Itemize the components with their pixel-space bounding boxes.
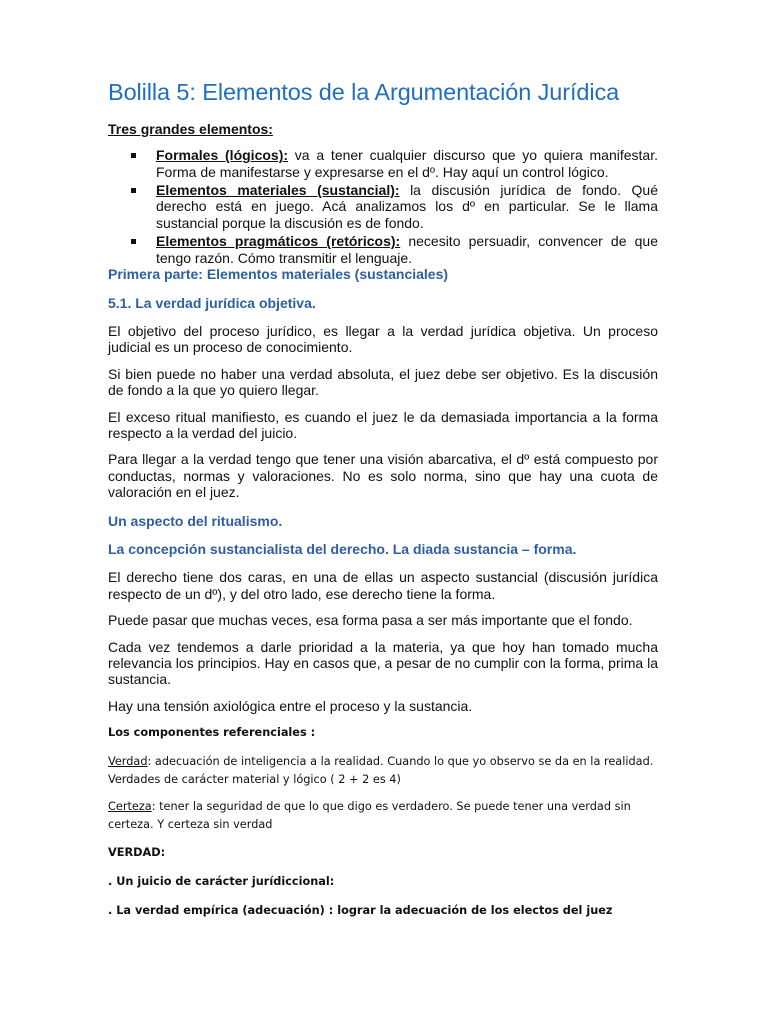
paragraph: Para llegar a la verdad tengo que tener una visión abarcativa, el dº está compuesto por conductas, normas y valoraciones. No es solo norma, sino que hay una cuota de valoración en el juez.: [108, 451, 658, 501]
definition-verdad: [108, 753, 658, 789]
paragraph: Si bien puede no haber una verdad absoluta, el juez debe ser objetivo. Es la discusión de fondo a la que yo quiero llegar.: [108, 365, 658, 399]
document-page: [108, 80, 658, 920]
section-heading: Un aspecto del ritualismo.: [108, 512, 283, 529]
section-heading: Primera parte: Elementos materiales (sustanciales): [108, 266, 449, 283]
bullet-term: Formales (lógicos):: [156, 147, 289, 164]
verdad-item: . Un juicio de carácter jurídiccional:: [108, 875, 335, 889]
definition-text: : adecuación de inteligencia a la realidad. Cuando lo que yo observo se da en la realidad. Verdades de carácter material y lógico ( 2 + 2 es 4): [108, 755, 654, 787]
bullet-term: Elementos pragmáticos (retóricos):: [156, 233, 401, 250]
section-subtitle: Tres grandes elementos:: [108, 120, 273, 137]
paragraph: Cada vez tendemos a darle prioridad a la materia, ya que hoy han tomado mucha relevancia los principios. Hay en casos que, a pesar de no cumplir con la forma, prima la sustancia.: [108, 638, 658, 688]
bullet-term: Elementos materiales (sustancial):: [156, 182, 400, 199]
definition-term: Certeza: [108, 800, 152, 814]
bullet-text: va a tener cualquier discurso que yo quiera manifestar. Forma de manifestarse y expresarse en el dº. Hay aquí un control lógico.: [156, 147, 658, 180]
list-item: [108, 147, 658, 180]
paragraph: El derecho tiene dos caras, en una de ellas un aspecto sustancial (discusión jurídica respecto de un dº), y del otro lado, ese derecho tiene la forma.: [108, 569, 658, 602]
verdad-heading: VERDAD:: [108, 846, 166, 860]
section-heading: La concepción sustancialista del derecho. La diada sustancia – forma.: [108, 540, 577, 557]
bullet-text: necesito persuadir, convencer de que tengo razón. Cómo transmitir el lenguaje.: [156, 233, 658, 266]
verdad-item: . La verdad empírica (adecuación) : lograr la adecuación de los electos del juez: [108, 904, 613, 918]
paragraph: Puede pasar que muchas veces, esa forma pasa a ser más importante que el fondo.: [108, 612, 633, 629]
paragraph: El objetivo del proceso jurídico, es llegar a la verdad jurídica objetiva. Un proceso judicial es un proceso de conocimiento.: [108, 322, 658, 356]
definition-term: Verdad: [108, 755, 148, 769]
definition-certeza: [108, 798, 658, 834]
paragraph: El exceso ritual manifiesto, es cuando el juez le da demasiada importancia a la forma respecto a la verdad del juicio.: [108, 408, 658, 441]
elements-list: [108, 147, 658, 266]
page-title: Bolilla 5: Elementos de la Argumentación Jurídica: [108, 79, 620, 105]
section-heading: 5.1. La verdad jurídica objetiva.: [108, 294, 316, 311]
bullet-text: la discusión jurídica de fondo. Qué derecho está en juego. Acá analizamos los dº en particular. Se le llama sustancial porque la discusión es de fondo.: [156, 182, 658, 231]
paragraph: Hay una tensión axiológica entre el proceso y la sustancia.: [108, 697, 473, 714]
list-item: [108, 182, 658, 231]
components-heading: Los componentes referenciales :: [108, 726, 316, 740]
list-item: [108, 233, 658, 266]
definition-text: : tener la seguridad de que lo que digo es verdadero. Se puede tener una verdad sin certeza. Y certeza sin verdad: [108, 800, 631, 832]
